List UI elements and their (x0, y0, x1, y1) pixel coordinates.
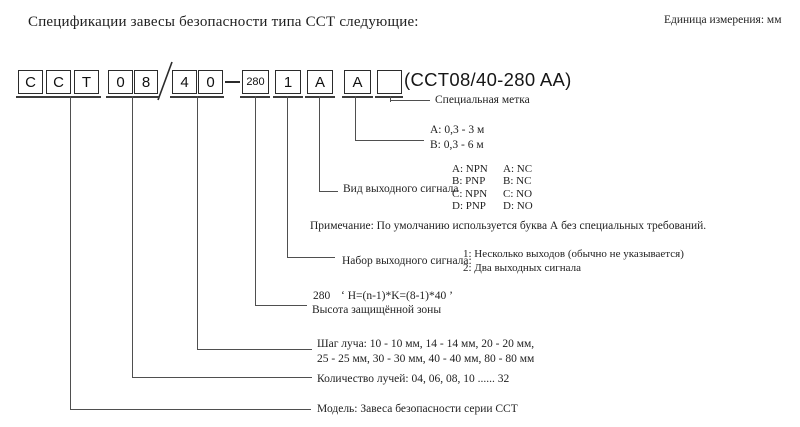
code-box-0b: 0 (198, 70, 223, 94)
signal-cell: D: PNP (452, 200, 486, 213)
code-box-a1: A (307, 70, 333, 94)
connector-count-v (132, 96, 133, 378)
underline-cct (16, 96, 101, 98)
signal-cell: B: PNP (452, 175, 486, 188)
label-zone-height: Высота защищённой зоны (312, 304, 442, 316)
signal-cell: A: NPN (452, 163, 488, 175)
code-box-c2: C (46, 70, 71, 94)
range-option-b: B: 0,3 - 6 м (430, 139, 484, 151)
connector-step-h (197, 349, 312, 350)
connector-zone-v (255, 96, 256, 306)
signal-set-options (463, 248, 684, 275)
connector-set-h (287, 257, 335, 258)
table-row (452, 188, 533, 200)
connector-mark-h (390, 100, 430, 101)
connector-range-h (355, 140, 424, 141)
code-box-t: T (74, 70, 99, 94)
connector-set-v (287, 96, 288, 258)
dash-separator (225, 81, 240, 83)
table-row (452, 175, 533, 187)
label-beam-step (317, 337, 534, 366)
code-box-280: 280 (242, 70, 269, 94)
beam-step-line-2: 25 - 25 мм, 30 - 30 мм, 40 - 40 мм, 80 - 80 мм (317, 352, 535, 365)
label-beam-count: Количество лучей: 04, 06, 08, 10 ...... 32 (317, 373, 510, 385)
connector-type-h (319, 191, 338, 192)
connector-zone-h (255, 305, 307, 306)
signal-cell: B: NC (503, 175, 532, 188)
connector-type-v (319, 96, 320, 192)
slash-separator (157, 61, 173, 101)
code-box-c1: C (18, 70, 43, 94)
label-detection-range (430, 123, 484, 153)
connector-count-h (132, 377, 312, 378)
label-model: Модель: Завеса безопасности серии ССТ (317, 403, 518, 415)
page-title: Спецификации завесы безопасности типа ССТ следующие: (28, 14, 419, 30)
signal-type-table (452, 163, 533, 213)
table-row (452, 163, 533, 175)
code-example: (CCT08/40-280 AA) (404, 69, 572, 90)
underline-a2 (342, 96, 373, 98)
label-special-mark: Специальная метка (435, 94, 530, 106)
label-note: Примечание: По умолчанию используется буква А без специальных требований. (310, 220, 707, 232)
beam-step-line-1: Шаг луча: 10 - 10 мм, 14 - 14 мм, 20 - 20 мм, (317, 338, 535, 350)
label-signal-set: Набор выходного сигнала: (342, 255, 472, 267)
code-box-blank (377, 70, 402, 94)
zone-height-value: 280 (313, 290, 331, 302)
label-signal-type: Вид выходного сигнала (343, 183, 459, 195)
set-option-1: 1: Несколько выходов (обычно не указывается) (463, 248, 684, 260)
signal-cell: C: NO (503, 187, 533, 200)
set-option-2: 2: Два выходных сигнала (463, 261, 581, 274)
code-box-8: 8 (134, 70, 158, 94)
underline-blank (375, 96, 403, 98)
connector-model-h (70, 409, 311, 410)
zone-height-formula: ‘ H=(n-1)*K=(8-1)*40 ’ (341, 290, 453, 302)
code-box-1: 1 (275, 70, 301, 94)
code-box-0a: 0 (108, 70, 133, 94)
connector-model-v (70, 96, 71, 410)
connector-range-v (355, 96, 356, 141)
unit-note: Единица измерения: мм (664, 14, 782, 26)
table-row (452, 200, 533, 212)
signal-cell: C: NPN (452, 187, 488, 200)
connector-step-v (197, 96, 198, 350)
code-box-a2: A (344, 70, 371, 94)
signal-cell: A: NC (503, 163, 533, 175)
range-option-a: A: 0,3 - 3 м (430, 124, 485, 136)
signal-cell: D: NO (503, 200, 533, 213)
code-box-4: 4 (172, 70, 197, 94)
